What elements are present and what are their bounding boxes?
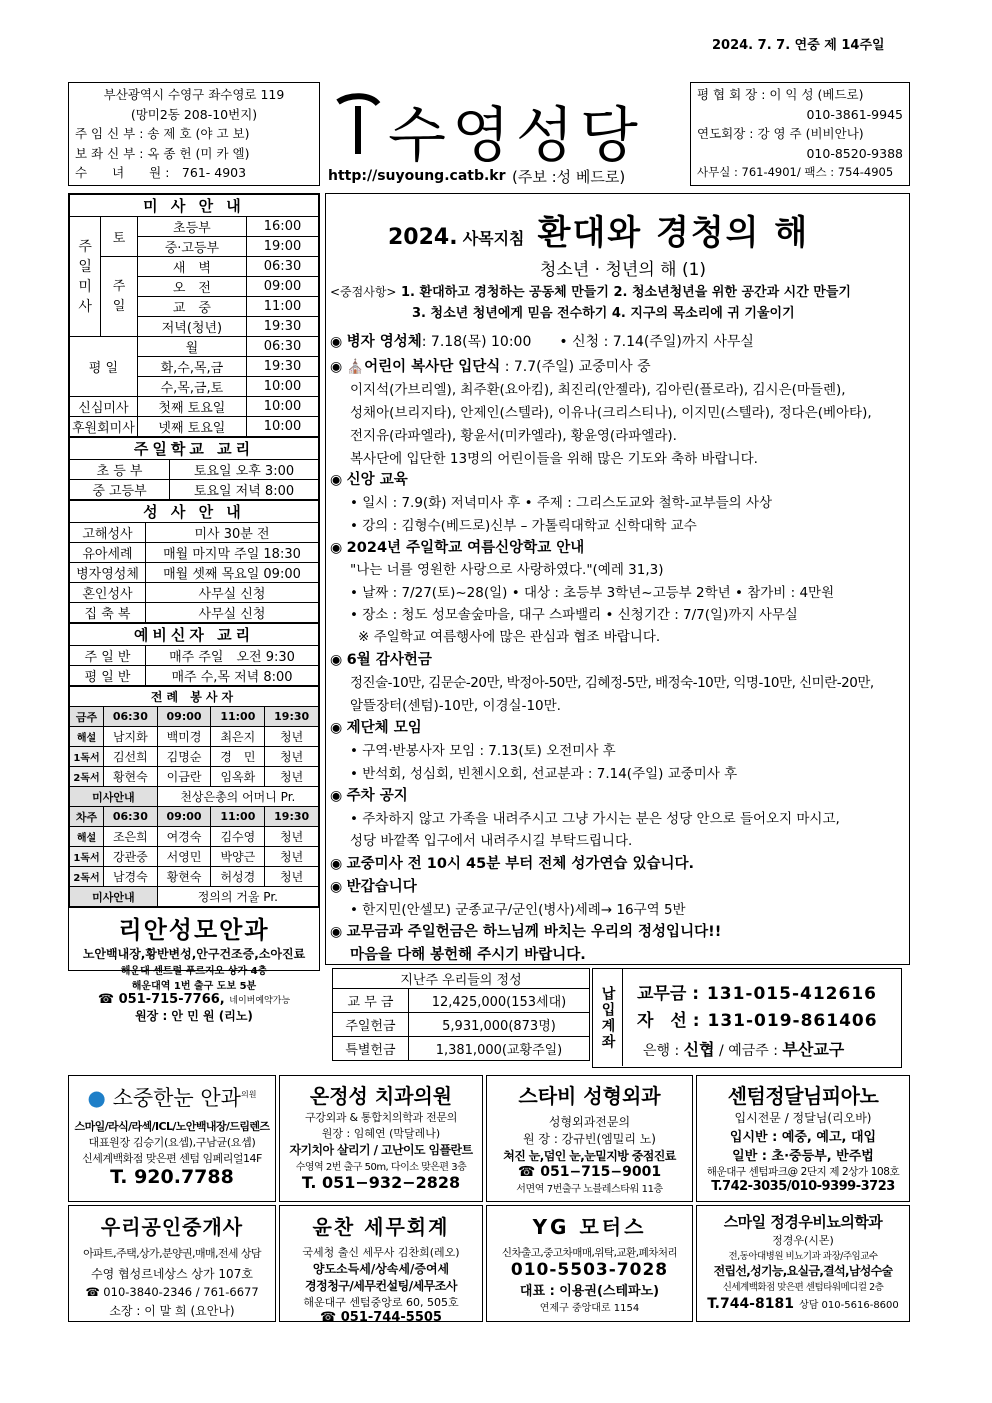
news-text: : 7.18(목) 10:00: [421, 334, 532, 350]
ad-realtor: [68, 1205, 276, 1322]
sacrament-row: 고해성사: [70, 523, 146, 543]
charity-account: [637, 1006, 878, 1031]
news-line: • 한지민(안셀모) 군종교구/군인(병사)세례→ 16구역 5반: [350, 902, 686, 918]
headline-theme: 청소년 · 청년의 해 (1): [540, 260, 707, 280]
ad-plastic-surgery: [486, 1075, 693, 1202]
ad-line: 연제구 중앙대로 1154: [539, 1303, 640, 1314]
offering-label: 주일헌금: [333, 1013, 409, 1037]
ad-line: 자기치아 살리기 / 고난이도 임플란트: [289, 1143, 473, 1157]
ad-line: 서면역 7번출구 노블레스타워 11층: [516, 1184, 663, 1195]
assistant-priest: 보 좌 신 부 : 옥 종 헌 (미 카 엘): [75, 145, 250, 161]
bullet-icon: ◉: [330, 788, 343, 804]
ad-line: 원 장 : 강규빈(엠밀리 노): [523, 1132, 656, 1146]
ad-piano: [696, 1075, 910, 1202]
time-col: 19:30: [265, 807, 319, 827]
focus-label: <중점사항>: [330, 285, 397, 299]
mass-row: 오 전: [137, 277, 246, 297]
ad-eye-clinic: [68, 1075, 276, 1202]
server-name: 청년: [265, 827, 319, 847]
clinic-ad: [69, 907, 319, 1024]
ad-phone: T. 920.7788: [110, 1166, 234, 1188]
school-row: 중 고등부: [70, 480, 170, 500]
sacrament-row: 혼인성사: [70, 583, 146, 603]
news-line: • 일시 : 7.9(화) 저녁미사 후 • 주제 : 그리스도교와 철학-교부들의 사상: [350, 495, 773, 511]
ad-name: 스마일 정경우비뇨의학과: [723, 1213, 883, 1231]
focus-line-1: [330, 281, 851, 300]
server-name: 청년: [265, 767, 319, 787]
news-title: 반갑습니다: [346, 879, 417, 895]
sacrament-row: 집 축 복: [70, 603, 146, 623]
ad-phone: T.744-8181: [707, 1296, 794, 1312]
server-name: 황현숙: [104, 767, 158, 787]
news-group-meeting: [330, 716, 422, 737]
ad-phone: ☎ 051-744-5505: [320, 1310, 442, 1322]
headline-sub: 사목지침: [462, 229, 525, 248]
catechumen-row: 주 일 반: [70, 646, 146, 666]
ad-line: 양도소득세/상속세/증여세: [312, 1262, 450, 1276]
mass-row: 화,수,목,금: [137, 357, 246, 377]
news-line: • 반석회, 성심회, 빈첸시오회, 선교분과 : 7.14(주일) 교중미사 후: [350, 766, 738, 782]
time-col: 19:30: [265, 707, 319, 727]
news-title: 교무금과 주일헌금은 하느님께 바치는 우리의 정성입니다!!: [346, 924, 722, 940]
tithe-label: 교무금: [637, 984, 687, 1004]
mass-row: 월: [137, 337, 246, 357]
server-name: 청년: [265, 867, 319, 887]
offering-title: 지난주 우리들의 정성: [333, 969, 590, 989]
mass-time: 10:00: [247, 377, 319, 397]
news-title: 병자 영성체: [346, 334, 422, 350]
servers-table: [69, 686, 319, 907]
server-name: 최은지: [211, 727, 265, 747]
focus-line-2: 3. 청소년 청년에게 믿음 전수하기 4. 지구의 목소리에 귀 기울이기: [412, 306, 795, 321]
this-week-label: 금주: [70, 707, 104, 727]
news-line: • 주차하지 않고 가족을 내려주시고 그냥 가시는 분은 성당 안으로 들어오지 마시고,: [350, 811, 840, 827]
school-row: 초 등 부: [70, 460, 170, 480]
bullet-icon: ◉: [330, 924, 343, 940]
left-column: [68, 193, 320, 1023]
mass-row: 교 중: [137, 297, 246, 317]
news-title: 6월 감사헌금: [346, 652, 432, 668]
time-col: 06:30: [104, 807, 158, 827]
news-title: 교중미사 전 10시 45분 부터 전체 성가연습 있습니다.: [346, 856, 695, 872]
next-week-label: 차주: [70, 807, 104, 827]
council-president: 평 협 회 장 : 이 익 성 (베드로): [697, 87, 864, 102]
offering-value: 1,381,000(교황주일): [409, 1037, 590, 1061]
news-line: 알뜰장터(센텀)-10만, 이경실-10만.: [350, 698, 561, 714]
news-title: 신앙 교육: [346, 472, 408, 488]
ad-phone: ☎ 051−715−9001: [517, 1164, 662, 1180]
address-detail: (망미2동 208-10번지): [130, 106, 258, 122]
bullet-icon: ◉: [330, 652, 343, 668]
news-line: 성채아(브리지타), 안제인(스텔라), 이유나(크리스티나), 이지민(스텔라), 정다은(베아타),: [350, 405, 872, 421]
sunday-school-table: [69, 437, 319, 500]
guide-label: 미사안내: [70, 887, 158, 907]
time-col: 09:00: [157, 707, 211, 727]
bullet-icon: ◉: [330, 720, 343, 736]
mass-row: 중·고등부: [137, 237, 246, 257]
role-label: 해설: [70, 827, 104, 847]
news-parking: [330, 784, 408, 805]
news-choir: [330, 852, 694, 873]
sacrament-time: 사무실 신청: [146, 583, 319, 603]
time-col: 09:00: [157, 807, 211, 827]
sacrament-time: 매월 셋째 목요일 09:00: [146, 563, 319, 583]
role-label: 1독서: [70, 747, 104, 767]
bullet-icon: ◉: [330, 334, 343, 350]
weekday-label: 평 일: [70, 337, 138, 397]
ad-motors: [486, 1205, 693, 1322]
sacrament-row: 병자영성체: [70, 563, 146, 583]
server-name: 청년: [265, 847, 319, 867]
bullet-icon: ◉: [330, 879, 343, 895]
office-contact: 사무실 : 761-4901/ 팩스 : 754-4905: [697, 165, 894, 179]
ad-line: 국세청 출신 세무사 김찬희(레오): [302, 1246, 460, 1259]
ad-line: 신세계백화점 맞은편 센텀타워메디컬 2층: [722, 1282, 884, 1293]
bullet-icon: ◉: [330, 540, 343, 556]
servers-title: 전례 봉사자: [70, 687, 319, 707]
mass-guide: 천상은총의 어머니 Pr.: [157, 787, 318, 807]
news-line: • 장소 : 청도 성모솔숲마을, 대구 스파밸리 • 신청기간 : 7/7(일)까지 사무실: [350, 607, 798, 623]
focus-text-1: 1. 환대하고 경청하는 공동체 만들기 2. 청소년청년을 위한 공간과 시간 만들기: [401, 285, 851, 300]
church-logo: [330, 84, 680, 171]
mass-row: 수,목,금,토: [137, 377, 246, 397]
ad-line: 대표 : 이용권(스테파노): [519, 1284, 660, 1299]
ad-phone-line: [697, 1293, 909, 1312]
news-line: "나는 너를 영원한 사랑으로 사랑하였다."(예레 31,3): [350, 562, 664, 578]
youth-president: 연도회장 : 강 영 주 (비비안나): [697, 126, 864, 141]
mass-time: 19:30: [247, 317, 319, 337]
ad-line: 전립선,성기능,요실금,결석,남성수술: [713, 1264, 893, 1278]
eye-logo-icon: ●: [87, 1086, 106, 1110]
ad-line: 해운대구 센텀중앙로 60, 505호: [303, 1296, 459, 1309]
headline: [388, 205, 809, 254]
school-time: 토요일 오후 3:00: [170, 460, 319, 480]
tithe-account: [637, 979, 877, 1004]
role-label: 2독서: [70, 767, 104, 787]
news-title: 2024년 주일학교 여름신앙학교 안내: [346, 540, 585, 556]
mass-time: 19:00: [247, 237, 319, 257]
guide-label: 미사안내: [70, 787, 158, 807]
mass-table: [69, 194, 319, 437]
server-name: 김명순: [157, 747, 211, 767]
ad-tax: [279, 1205, 483, 1322]
role-label: 2독서: [70, 867, 104, 887]
news-title: 제단체 모임: [346, 720, 422, 736]
ad-line: 쳐진 눈,덤인 눈,눈밑지방 중점진료: [503, 1149, 676, 1163]
ad-line: 입시반 : 예중, 예고, 대입: [729, 1130, 877, 1145]
ad-name: 온정성 치과의원: [309, 1084, 453, 1108]
server-name: 허성경: [211, 867, 265, 887]
clinic-addr: 해운대 센트럴 푸르지오 상가 4층: [120, 966, 268, 977]
news-line: 성당 바깥쪽 입구에서 내려주시길 부탁드립니다.: [350, 833, 633, 849]
server-name: 김수영: [211, 827, 265, 847]
ad-name: 스타비 성형외과: [518, 1084, 661, 1108]
extra-mass-time: 10:00: [247, 397, 319, 417]
time-col: 11:00: [211, 807, 265, 827]
offering-label: 교 무 금: [333, 989, 409, 1013]
mass-time: 06:30: [247, 337, 319, 357]
offering-value: 5,931,000(873명): [409, 1013, 590, 1037]
ad-phone: 010-5503-7028: [510, 1260, 669, 1280]
youth-phone: 010-8520-9388: [806, 145, 903, 161]
news-thanks-offering: [330, 648, 432, 669]
news-line: ※ 주일학교 여름행사에 많은 관심과 협조 바랍니다.: [358, 629, 661, 645]
news-altar-servers: [330, 355, 651, 376]
website-link[interactable]: http://suyoung.catb.kr: [328, 168, 506, 184]
role-label: 해설: [70, 727, 104, 747]
offering-value: 12,425,000(153세대): [409, 989, 590, 1013]
clinic-phone: 051-715-7766,: [118, 992, 225, 1007]
saturday-label: 토: [101, 217, 138, 257]
role-label: 1독서: [70, 847, 104, 867]
offering-box: [332, 968, 590, 1061]
sunday-mass-label: 주일미사: [70, 217, 101, 337]
news-line: 복사단에 입단한 13명의 어린이들을 위해 많은 기도와 축하 바랍니다.: [350, 451, 758, 467]
time-col: 06:30: [104, 707, 158, 727]
clinic-addr2: 해운대역 1번 출구 도보 5분: [131, 981, 257, 992]
news-line: 마음을 다해 봉헌해 주시기 바랍니다.: [350, 947, 586, 963]
server-name: 청년: [265, 747, 319, 767]
news-extra: • 신청 : 7.14(주일)까지 사무실: [559, 334, 754, 350]
clinic-phone-line: ☎ 051-715-7766, 네이버예약가능: [97, 992, 291, 1007]
news-welcome: [330, 875, 417, 896]
sunday-label: 주일: [101, 257, 138, 337]
holder-label: / 예금주 :: [719, 1043, 778, 1059]
holder-name: 부산교구: [782, 1040, 845, 1059]
ad-urology: [696, 1205, 910, 1322]
bank-name: 신협: [683, 1040, 715, 1059]
server-name: 이금란: [157, 767, 211, 787]
mass-time: 16:00: [247, 217, 319, 237]
account-label: 납입계좌: [593, 969, 623, 1066]
ad-line: 정경우(시몬): [772, 1234, 834, 1247]
ad-line: 일반 : 초·중등부, 반주법: [732, 1149, 874, 1164]
server-name: 강관중: [104, 847, 158, 867]
headline-year: 2024.: [388, 225, 458, 250]
account-box: [592, 968, 902, 1068]
mass-title: 미 사 안 내: [70, 195, 319, 217]
news-line: • 날짜 : 7/27(토)~28(일) • 대상 : 초등부 3학년~고등부 2학년 • 참가비 : 4만원: [350, 585, 835, 601]
sacrament-time: 사무실 신청: [146, 603, 319, 623]
news-line: 전지유(라파엘라), 황윤서(미카엘라), 황윤영(라파엘라).: [350, 428, 677, 444]
news-text: : 7.7(주일) 교중미사 중: [504, 359, 651, 375]
altar-server-icon: ⛪: [346, 359, 365, 375]
address: 부산광역시 수영구 좌수영로 119: [103, 87, 285, 102]
sacrament-time: 미사 30분 전: [146, 523, 319, 543]
tithe-number: : 131-015-412616: [692, 984, 877, 1004]
sacrament-table: [69, 500, 319, 623]
council-box: [690, 82, 910, 186]
offering-table: [332, 968, 590, 1061]
ad-line: 상담 010-5616-8600: [799, 1300, 899, 1311]
catechumen-title: 예비신자 교리: [70, 624, 319, 646]
mass-time: 19:30: [247, 357, 319, 377]
mass-row: 새 벽: [137, 257, 246, 277]
catechumen-time: 매주 주일 오전 9:30: [146, 646, 319, 666]
parish-info-box: [68, 82, 320, 186]
bullet-icon: ◉: [330, 856, 343, 872]
bulletin-date: 2024. 7. 7. 연중 제 14주일: [712, 38, 885, 53]
logo-text: 수영성당: [388, 101, 644, 171]
extra-mass-day: 첫째 토요일: [137, 397, 246, 417]
clinic-director: 원장 : 안 민 원 (리노): [135, 1009, 253, 1023]
news-summer-school: [330, 536, 584, 557]
server-name: 황현숙: [157, 867, 211, 887]
charity-number: : 131-019-861406: [692, 1011, 878, 1031]
ad-line: 해운대구 센텀파크@ 2단지 제 2상가 108호: [706, 1166, 900, 1178]
news-sick-communion: [330, 330, 754, 351]
ad-line: 구강외과 & 통합치의학과 전문의: [304, 1111, 458, 1124]
news-title: 어린이 복사단 입단식: [364, 359, 501, 375]
offering-label: 특별헌금: [333, 1037, 409, 1061]
sacrament-row: 유아세례: [70, 543, 146, 563]
ad-line: 신세계백화점 맞은편 센텀 임페리얼14F: [82, 1152, 262, 1165]
ad-line: 수영 협성르네상스 상가 107호: [91, 1267, 253, 1281]
server-name: 남지화: [104, 727, 158, 747]
mass-guide: 정의의 거울 Pr.: [157, 887, 318, 907]
extra-mass-time: 10:00: [247, 417, 319, 437]
ad-line: 소장 : 이 말 희 (요안나): [109, 1304, 235, 1318]
school-time: 토요일 저녁 8:00: [170, 480, 319, 500]
extra-mass-label: 후원회미사: [70, 417, 138, 437]
ad-line: 성형외과전문의: [548, 1115, 631, 1129]
catechumen-row: 평 일 반: [70, 666, 146, 686]
news-line: 이지석(가브리엘), 최주환(요아킴), 최진리(안젤라), 김아린(플로라), 김시은(마들렌),: [350, 382, 846, 398]
ad-line: ☎ 010-3840-2346 / 761-6677: [85, 1285, 259, 1299]
sunday-school-title: 주일학교 교리: [70, 438, 319, 460]
ad-phone: T. 051−932−2828: [301, 1173, 461, 1192]
ad-line: 전,동아대병원 비뇨기과 과장/주임교수: [728, 1251, 878, 1262]
ad-line: 신차출고,중고차매매,위탁,교환,폐차처리: [501, 1247, 678, 1259]
ad-line: 원장 : 임혜연 (막달레나): [321, 1127, 441, 1140]
charity-label: 자 선: [637, 1011, 687, 1031]
ad-line: 스마일/라식/라섹/ICL/노안백내장/드림렌즈: [74, 1120, 270, 1133]
ad-line: 입시전문 / 정달님(리오바): [734, 1111, 872, 1125]
ad-line: 수영역 2번 출구 50m, 다이소 맞은편 3층: [295, 1162, 467, 1173]
sacrament-title: 성 사 안 내: [70, 501, 319, 523]
bullet-icon: ◉: [330, 359, 343, 375]
clinic-name: 리안성모안과: [118, 916, 270, 944]
bank-label: 은행 :: [643, 1043, 680, 1059]
catechumen-table: [69, 623, 319, 686]
ad-dental: [279, 1075, 483, 1202]
headline-main: 환대와 경청의 해: [537, 213, 810, 253]
server-name: 임옥화: [211, 767, 265, 787]
mass-time: 09:00: [247, 277, 319, 297]
server-name: 조은희: [104, 827, 158, 847]
news-line: • 구역·반봉사자 모임 : 7.13(토) 오전미사 후: [350, 743, 616, 759]
ad-name: ● 소중한눈 안과$^{의원}$: [87, 1086, 257, 1110]
mass-row: 저녁(청년): [137, 317, 246, 337]
bullet-icon: ◉: [330, 472, 343, 488]
mass-time: 06:30: [247, 257, 319, 277]
ad-line: 대표원장 김승기(요셉),구남균(요셉): [88, 1136, 256, 1149]
president-phone: 010-3861-9945: [806, 106, 903, 122]
server-name: 백미경: [157, 727, 211, 747]
ad-name: 우리공인중개사: [100, 1215, 244, 1239]
bank-info: [643, 1037, 844, 1060]
server-name: 서영민: [157, 847, 211, 867]
pastor: 주 임 신 부 : 송 제 호 (야 고 보): [75, 126, 250, 141]
patron-saint: (주보 :성 베드로): [512, 168, 626, 186]
server-name: 경 민: [211, 747, 265, 767]
mass-time: 11:00: [247, 297, 319, 317]
server-name: 박양근: [211, 847, 265, 867]
extra-mass-label: 신심미사: [70, 397, 138, 417]
clinic-phone-note: 네이버예약가능: [229, 996, 291, 1006]
server-name: 청년: [265, 727, 319, 747]
ad-line: 아파트,주택,상가,분양권,매매,전세 상담: [83, 1247, 261, 1260]
time-col: 11:00: [211, 707, 265, 727]
news-line: 정진술-10만, 김문순-20만, 박정아-50만, 김혜정-5만, 배정숙-10만, 익명-10만, 신미란-20만,: [350, 675, 874, 691]
server-name: 남경숙: [104, 867, 158, 887]
sacrament-time: 매월 마지막 주일 18:30: [146, 543, 319, 563]
news-offering-notice: [330, 920, 721, 941]
catechumen-time: 매주 수,목 저녁 8:00: [146, 666, 319, 686]
convent: 수 녀 원 : 761- 4903: [75, 165, 247, 180]
ad-line: 경정청구/세무컨설팅/세무조사: [305, 1279, 457, 1293]
clinic-desc: 노안백내장,황반변성,안구건조증,소아진료: [82, 947, 306, 961]
news-line: • 강의 : 김형수(베드로)신부 – 가톨릭대학교 신학대학 교수: [350, 518, 697, 534]
extra-mass-day: 넷째 토요일: [137, 417, 246, 437]
ad-name: 센텀정달님피아노: [727, 1084, 879, 1108]
ad-phone: T.742-3035/010-9399-3723: [711, 1179, 895, 1194]
server-name: 김선희: [104, 747, 158, 767]
ad-name: 윤찬 세무회계: [312, 1215, 450, 1239]
news-faith-education: [330, 468, 408, 489]
news-title: 주차 공지: [346, 788, 408, 804]
mass-row: 초등부: [137, 217, 246, 237]
server-name: 여경숙: [157, 827, 211, 847]
ad-name: YG 모터스: [532, 1215, 647, 1239]
